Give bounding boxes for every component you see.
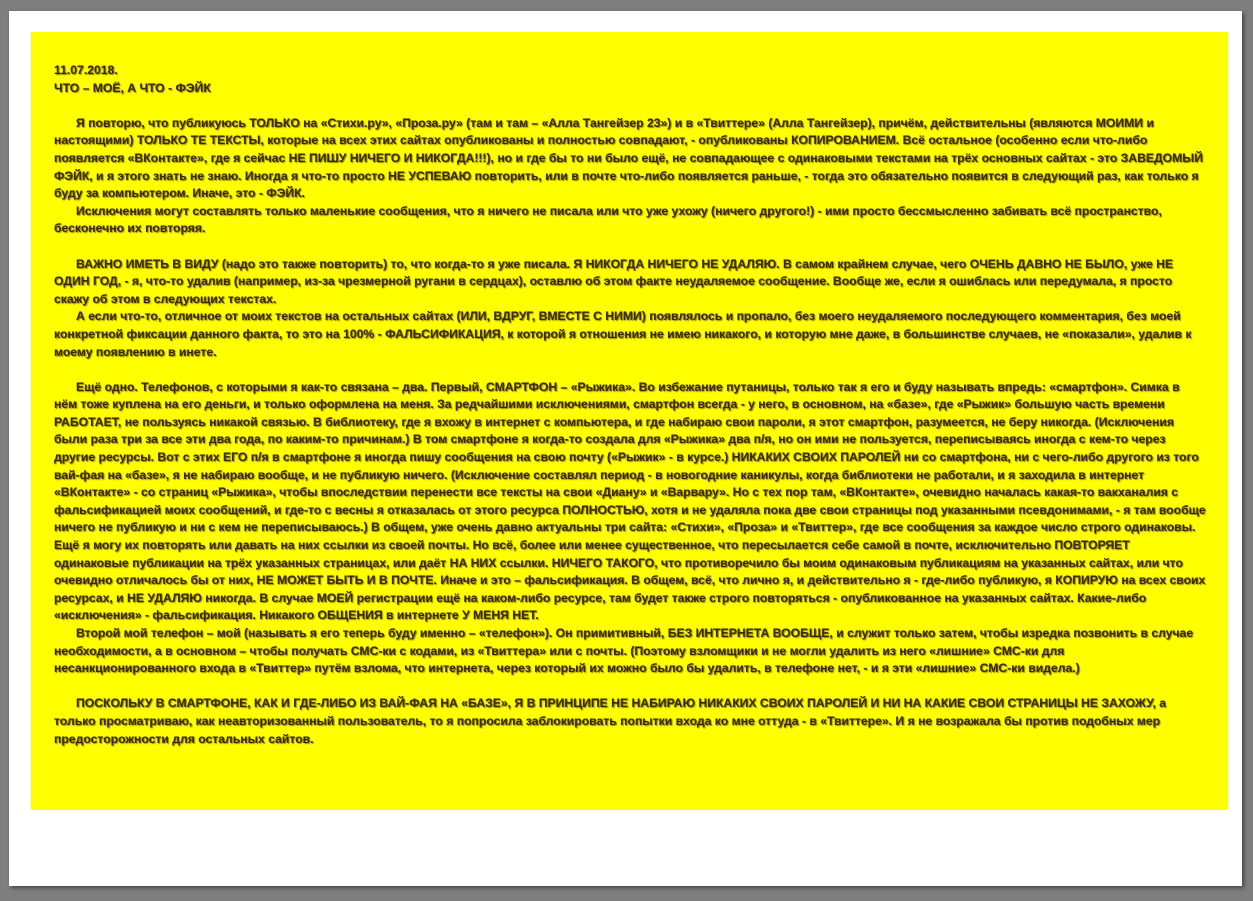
paragraph-4: А если что-то, отличное от моих текстов на остальных сайтах (ИЛИ, ВДРУГ, ВМЕСТЕ С НИМИ) появлялось и пропало, без моего неудаляемого последующего комментария, без моей конкретной фиксации данного факта, то это на 100% - ФАЛЬСИФИКАЦИЯ, к которой я отношения не имею никакого, и которую мне даже, в большинстве случаев, не «показали», удалив к моему появлению в инете.	[54, 309, 1192, 359]
document-date: 11.07.2018.	[54, 63, 118, 77]
paragraph-2: Исключения могут составлять только маленькие сообщения, что я ничего не писала или что уже ухожу (ничего другого!) - ими просто бессмысленно забивать всё пространство, бесконечно их повторяя.	[54, 203, 1162, 236]
document-body	[54, 62, 1206, 748]
paragraph-7: ПОСКОЛЬКУ В СМАРТФОНЕ, КАК И ГДЕ-ЛИБО ИЗ ВАЙ-ФАЯ НА «БАЗЕ», Я В ПРИНЦИПЕ НЕ НАБИРАЮ НИКАКИХ СВОИХ ПАРОЛЕЙ И НИ НА КАКИЕ СВОИ СТРАНИЦЫ НЕ ЗАХОЖУ, а только просматриваю, как неавторизованный пользователь, то я попросила заблокировать попытки входа ко мне оттуда - в «Твиттере». И я не возражала бы против подобных мер предосторожности для остальных сайтов.	[54, 696, 1167, 746]
document-title: ЧТО – МОЁ, А ЧТО - ФЭЙК	[54, 80, 211, 95]
paragraph-1: Я повторю, что публикуюсь ТОЛЬКО на «Стихи.ру», «Проза.ру» (там и там – «Алла Тангейзер 23») и в «Твиттере» (Алла Тангейзер), причём, действительны (являются МОИМИ и настоящими) ТОЛЬКО ТЕ ТЕКСТЫ, которые на всех этих сайтах опубликованы и полностью совпадают, - опубликованы КОПИРОВАНИЕМ. Всё остальное (особенно если что-либо появляется «ВКонтакте», где я сейчас НЕ ПИШУ НИЧЕГО И НИКОГДА!!!), но и где бы то ни было ещё, не совпадающее с одинаковыми текстами на трёх основных сайтах - это ЗАВЕДОМЫЙ ФЭЙК, и я этого знать не знаю. Иногда я что-то просто НЕ УСПЕВАЮ повторить, или в почте что-либо появляется раньше, - тогда это обязательно появится в следующий раз, как только я буду за компьютером. Иначе, это - ФЭЙК.	[54, 115, 1204, 201]
paragraph-6: Второй мой телефон – мой (называть я его теперь буду именно – «телефон»). Он примитивный, БЕЗ ИНТЕРНЕТА ВООБЩЕ, и служит только затем, чтобы изредка позвонить в случае необходимости, а в основном – чтобы получать СМС-ки с кодами, из «Твиттера» или с почты. (Поэтому взломщики и не могли удалить из него «лишние» СМС-ки для несанкционированного входа в «Твиттер» путём взлома, что интернета, через который их можно было бы удалить, в телефоне нет, - и я эти «лишние» СМС-ки видела.)	[54, 626, 1194, 676]
document-page	[9, 11, 1242, 886]
highlighted-text-box	[31, 32, 1228, 810]
paragraph-5: Ещё одно. Телефонов, с которыми я как-то связана – два. Первый, СМАРТФОН – «Рыжика». Во избежание путаницы, только так я его и буду называть впредь: «смартфон». Симка в нём тоже куплена на его деньги, и только оформлена на меня. За редчайшими исключениями, смартфон всегда - у него, в основном, на «базе», где «Рыжик» большую часть времени РАБОТАЕТ, не пользуясь никакой связью. В библиотеку, где я вхожу в интернет с компьютера, и где набираю свои пароли, я этот смартфон, разумеется, не беру никогда. (Исключения были раза три за все эти два года, по каким-то причинам.) В том смартфоне я когда-то создала для «Рыжика» два п/я, но он ими не пользуется, переписываясь иногда с кем-то через другие ресурсы. Вот с этих ЕГО п/я в смартфоне я иногда пишу сообщения на свою почту («Рыжик» - в курсе.) НИКАКИХ СВОИХ ПАРОЛЕЙ ни со смартфона, ни с чего-либо другого из того вай-фая на «базе», я не набираю вообще, и не публикую ничего. (Исключение составлял период - в новогодние каникулы, когда библиотеки не работали, и я заходила в интернет «ВКонтакте» - со страниц «Рыжика», чтобы впоследствии перенести все тексты на свои «Диану» и «Варвару». Но с тех пор там, «ВКонтакте», очевидно началась какая-то вакханалия с фальсификацией моих сообщений, и где-то с весны я отказалась от этого ресурса ПОЛНОСТЬЮ, хотя и не удаляла пока две свои страницы под указанными псевдонимами, - я там вообще ничего не публикую и ни с кем не переписываюсь.) В общем, уже очень давно актуальны три сайта: «Стихи», «Проза» и «Твиттер», где все сообщения за каждое число строго одинаковы. Ещё я могу их повторять или давать на них ссылки из своей почты. Но всё, более или менее существенное, что пересылается себе самой в почте, исключительно ПОВТОРЯЕТ одинаковые публикации на трёх указанных страницах, или даёт НА НИХ ссылки. НИЧЕГО ТАКОГО, что противоречило бы моим одинаковым публикациям на указанных сайтах, или что очевидно отличалось бы от них, НЕ МОЖЕТ БЫТЬ И В ПОЧТЕ. Иначе и это – фальсификация. В общем, всё, что лично я, и действительно я - где-либо публикую, я КОПИРУЮ на всех своих ресурсах, и НЕ УДАЛЯЮ никогда. В случае МОЕЙ регистрации ещё на каком-либо ресурсе, там будет также строго повторяться - опубликованное на указанных сайтах. Какие-либо «исключения» - фальсификация. Никакого ОБЩЕНИЯ в интернете У МЕНЯ НЕТ.	[54, 379, 1206, 623]
paragraph-3: ВАЖНО ИМЕТЬ В ВИДУ (надо это также повторить) то, что когда-то я уже писала. Я НИКОГДА НИЧЕГО НЕ УДАЛЯЮ. В самом крайнем случае, чего ОЧЕНЬ ДАВНО НЕ БЫЛО, уже НЕ ОДИН ГОД, - я, что-то удалив (например, из-за чрезмерной ругани в сердцах), оставлю об этом факте неудаляемое сообщение. Вообще же, если я ошиблась или передумала, я просто скажу об этом в следующих текстах.	[54, 256, 1174, 306]
